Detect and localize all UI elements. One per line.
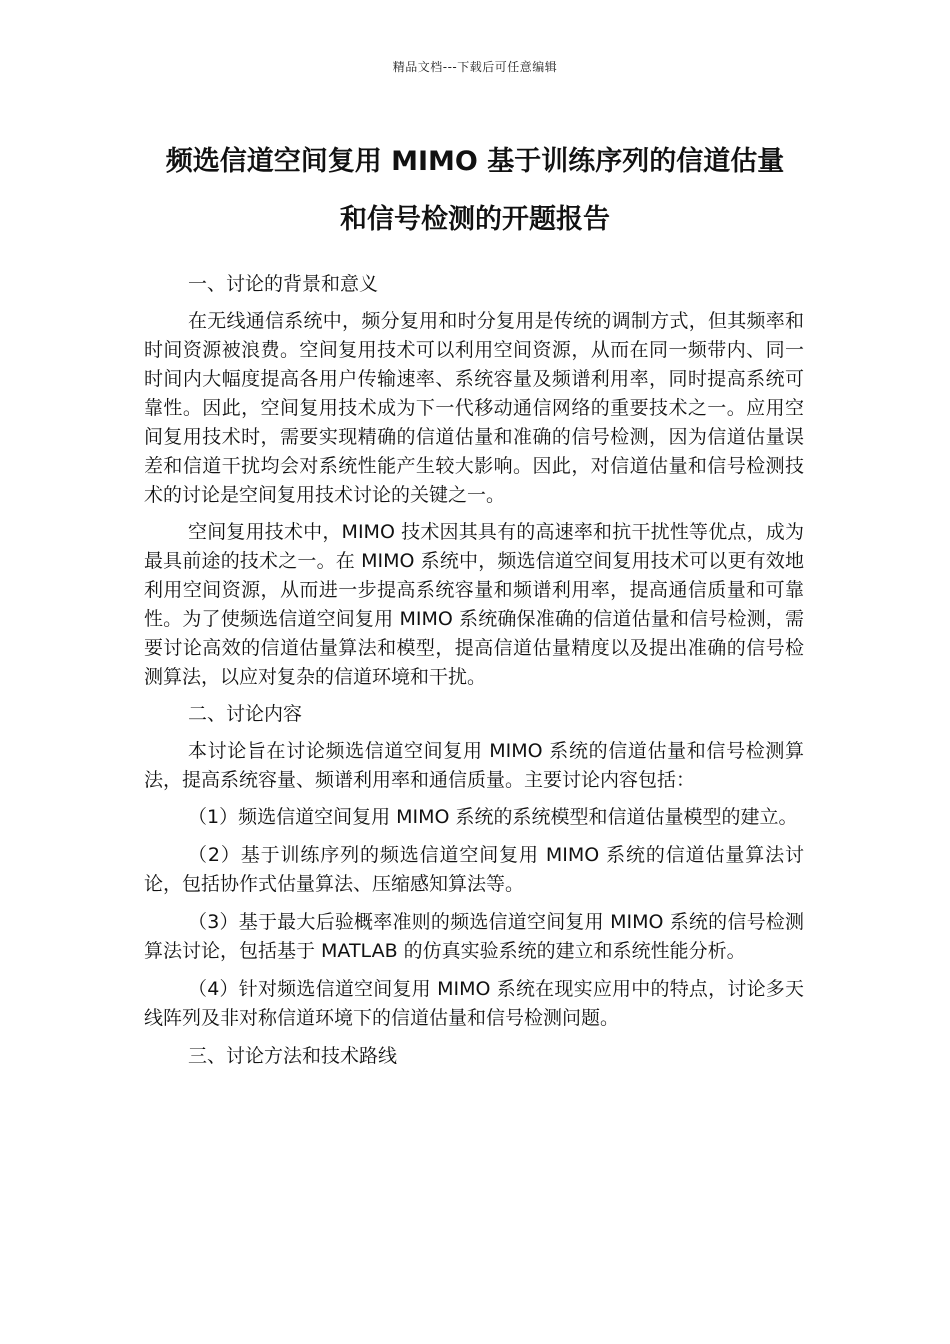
title-line-2: 和信号检测的开题报告: [340, 204, 610, 235]
header-note: 精品文档---下载后可任意编辑: [392, 60, 558, 74]
title-line-1: 频选信道空间复用 MIMO 基于训练序列的信道估量: [165, 146, 785, 177]
list-item: （3）基于最大后验概率准则的频选信道空间复用 MIMO 系统的信号检测算法讨论，包括基于 MATLAB 的仿真实验系统的建立和系统性能分析。: [144, 911, 804, 962]
document-title: [130, 133, 820, 249]
list-item: （2）基于训练序列的频选信道空间复用 MIMO 系统的信道估量算法讨论，包括协作式估量算法、压缩感知算法等。: [144, 844, 804, 895]
section-3-heading: 三、讨论方法和技术路线: [188, 1045, 398, 1067]
list-item: （4）针对频选信道空间复用 MIMO 系统在现实应用中的特点，讨论多天线阵列及非对称信道环境下的信道估量和信号检测问题。: [144, 978, 804, 1029]
section-1-paragraph-2: 空间复用技术中，MIMO 技术因其具有的高速率和抗干扰性等优点，成为最具前途的技术之一。在 MIMO 系统中，频选信道空间复用技术可以更有效地利用空间资源，从而进一步提高系统容量和频谱利用率，提高通信质量和可靠性。为了使频选信道空间复用 MIMO 系统确保准确的信道估量和信号检测，需要讨论高效的信道估量算法和模型，提高信道估量精度以及提出准确的信号检测算法，以应对复杂的信道环境和干扰。: [144, 521, 804, 688]
list-item: （1）频选信道空间复用 MIMO 系统的系统模型和信道估量模型的建立。: [188, 806, 798, 828]
section-1-paragraph-1: 在无线通信系统中，频分复用和时分复用是传统的调制方式，但其频率和时间资源被浪费。空间复用技术可以利用空间资源，从而在同一频带内、同一时间内大幅度提高各用户传输速率、系统容量及频谱利用率，同时提高系统可靠性。因此，空间复用技术成为下一代移动通信网络的重要技术之一。应用空间复用技术时，需要实现精确的信道估量和准确的信号检测，因为信道估量误差和信道干扰均会对系统性能产生较大影响。因此，对信道估量和信号检测技术的讨论是空间复用技术讨论的关键之一。: [144, 310, 804, 506]
section-1-heading: 一、讨论的背景和意义: [188, 273, 379, 295]
section-2-intro: 本讨论旨在讨论频选信道空间复用 MIMO 系统的信道估量和信号检测算法，提高系统容量、频谱利用率和通信质量。主要讨论内容包括：: [144, 740, 804, 791]
document-body: [144, 270, 804, 1079]
section-2-heading: 二、讨论内容: [188, 703, 303, 725]
